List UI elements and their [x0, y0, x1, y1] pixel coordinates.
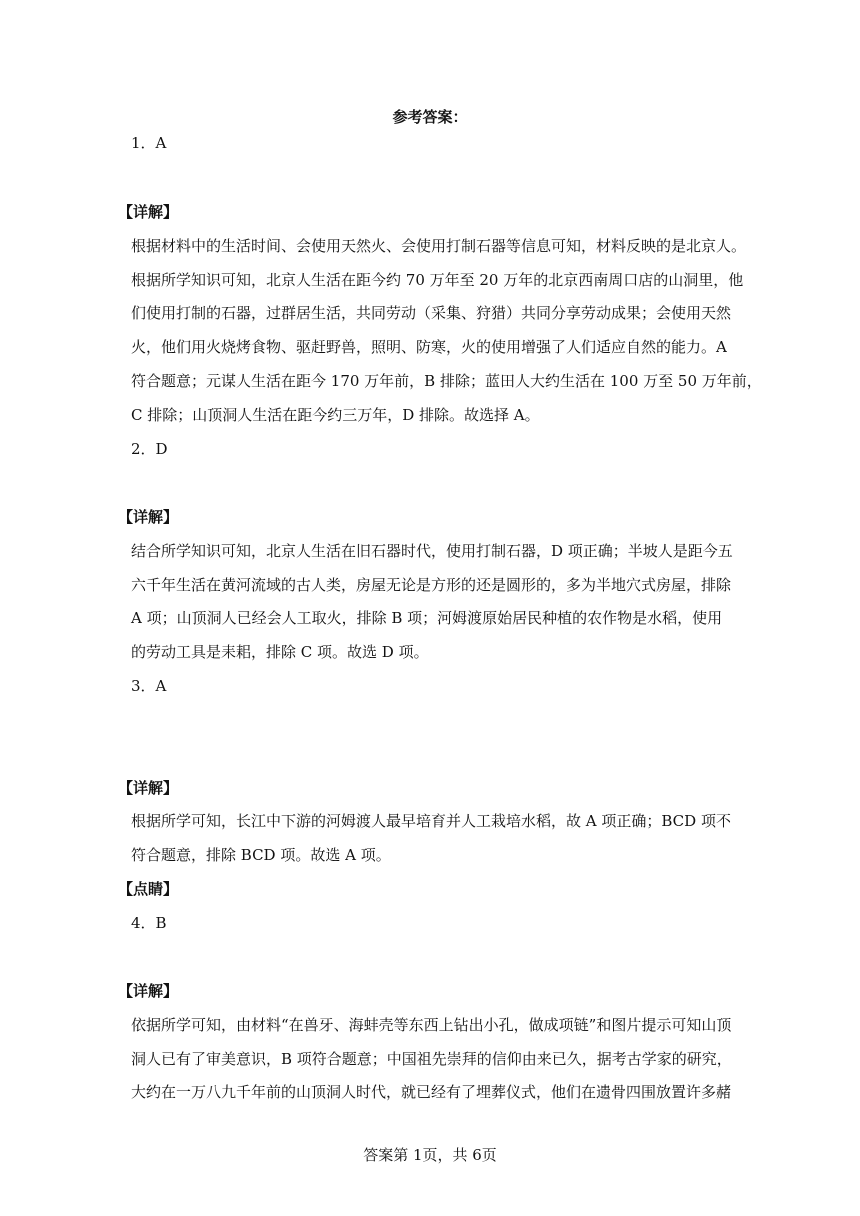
- detail-line: 根据所学可知，长江中下游的河姆渡人最早培育并人工栽培水稻，故 A 项正确；BCD 项不: [131, 812, 731, 830]
- detail-line: 们使用打制的石器，过群居生活，共同劳动（采集、狩猎）共同分享劳动成果；会使用天然: [131, 304, 732, 322]
- detail-line: 根据所学知识可知，北京人生活在距今约 70 万年至 20 万年的北京西南周口店的山洞里，他: [131, 271, 744, 289]
- detail-tag-4: 【详解】: [118, 982, 179, 1000]
- detail-tag-1: 【详解】: [118, 203, 179, 221]
- detail-line: 符合题意；元谋人生活在距今 170 万年前，B 排除；蓝田人大约生活在 100 万至 50 万年前，: [131, 372, 762, 390]
- detail-line: 洞人已有了审美意识，B 项符合题意；中国祖先崇拜的信仰由来已久，据考古学家的研究，: [131, 1050, 732, 1068]
- point-tag-3: 【点睛】: [118, 880, 179, 898]
- page-title: 参考答案：: [392, 108, 468, 126]
- detail-line: 依据所学可知，由材料“在兽牙、海蚌壳等东西上钻出小孔，做成项链”和图片提示可知山顶: [131, 1016, 732, 1034]
- answer-1: 1．A: [131, 134, 167, 152]
- detail-line: 的劳动工具是耒耜，排除 C 项。故选 D 项。: [131, 643, 429, 661]
- detail-line: 根据材料中的生活时间、会使用天然火、会使用打制石器等信息可知，材料反映的是北京人。: [131, 237, 747, 255]
- detail-line: A 项；山顶洞人已经会人工取火，排除 B 项；河姆渡原始居民种植的农作物是水稻，使用: [131, 609, 723, 627]
- detail-line: 火，他们用火烧烤食物、驱赶野兽，照明、防寒，火的使用增强了人们适应自然的能力。A: [131, 338, 727, 356]
- detail-line: 六千年生活在黄河流域的古人类，房屋无论是方形的还是圆形的，多为半地穴式房屋，排除: [131, 576, 732, 594]
- detail-line: C 排除；山顶洞人生活在距今约三万年，D 排除。故选择 A。: [131, 406, 540, 424]
- detail-tag-3: 【详解】: [118, 779, 179, 797]
- detail-tag-2: 【详解】: [118, 508, 179, 526]
- detail-line: 符合题意，排除 BCD 项。故选 A 项。: [131, 846, 391, 864]
- answer-4: 4．B: [131, 914, 167, 932]
- detail-line: 结合所学知识可知，北京人生活在旧石器时代，使用打制石器，D 项正确；半坡人是距今五: [131, 542, 733, 560]
- answer-2: 2．D: [131, 440, 168, 458]
- answer-3: 3．A: [131, 677, 167, 695]
- detail-line: 大约在一万八九千年前的山顶洞人时代，就已经有了埋葬仪式，他们在遗骨四围放置许多赭: [131, 1083, 732, 1101]
- page-footer: 答案第 1页，共 6页: [363, 1146, 497, 1164]
